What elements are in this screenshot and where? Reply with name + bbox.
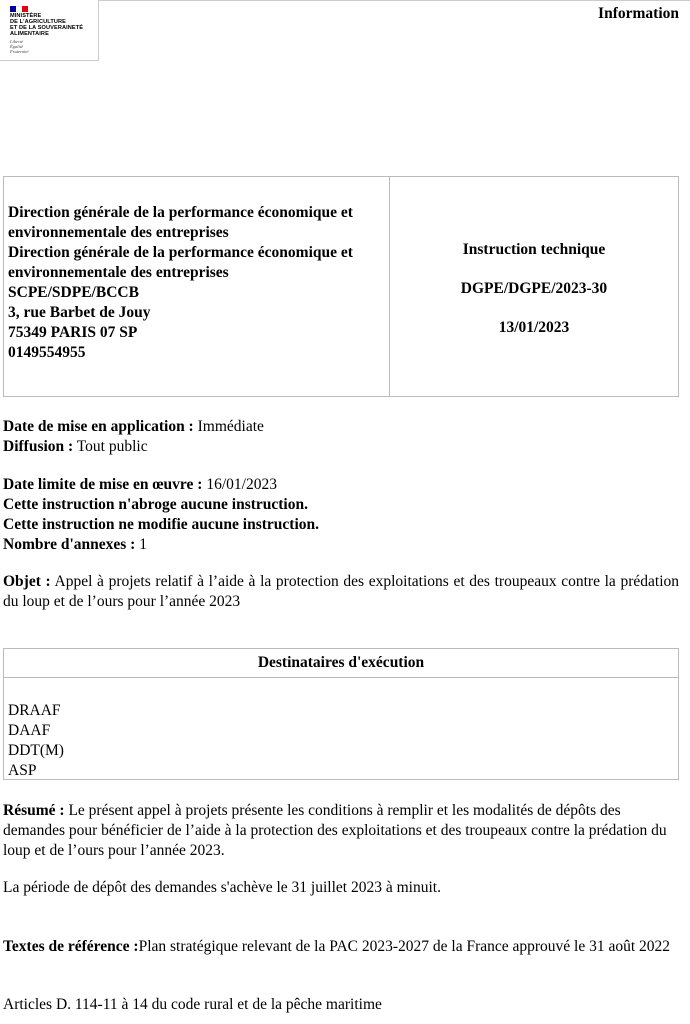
references-label: Textes de référence : xyxy=(3,938,139,955)
document-id-block xyxy=(390,177,678,396)
deadline-value: 16/01/2023 xyxy=(202,476,277,493)
application-date-value: Immédiate xyxy=(193,418,264,435)
republic-motto xyxy=(10,40,29,54)
application-block xyxy=(3,417,679,457)
motto-line: Fraternité xyxy=(10,48,29,54)
resume-text: Le présent appel à projets présente les conditions à remplir et les modalités de dépôts des demandes pour bénéficier de l’aide à la protection des exploitations et des troupeaux contre la prédation du loup et de l’ours pour l’année 2023. xyxy=(3,802,667,859)
doc-date: 13/01/2023 xyxy=(498,319,570,336)
sender-line: 3, rue Barbet de Jouy xyxy=(8,304,151,321)
flag-red xyxy=(22,6,28,12)
diffusion-label: Diffusion : xyxy=(3,438,74,455)
destinataires-list xyxy=(4,678,678,781)
resume xyxy=(3,801,679,861)
header-table xyxy=(3,176,679,397)
deadline-block xyxy=(3,475,679,555)
ministry-line: DE L'AGRICULTURE xyxy=(10,19,66,25)
ministry-line: MINISTÈRE xyxy=(10,13,42,19)
sender-line: 0149554955 xyxy=(8,344,86,361)
deadline-label: Date limite de mise en œuvre : xyxy=(3,476,203,493)
french-flag-icon xyxy=(10,6,28,12)
diffusion xyxy=(3,437,679,457)
sender-line: Direction générale de la performance économique et environnementale des entreprises xyxy=(8,244,353,281)
references-articles: Articles D. 114-11 à 14 du code rural et de la pêche maritime xyxy=(3,996,382,1013)
resume-period: La période de dépôt des demandes s'achève le 31 juillet 2023 à minuit. xyxy=(3,879,441,896)
annexes-label: Nombre d'annexes : xyxy=(3,536,136,553)
modifie-statement: Cette instruction ne modifie aucune instruction. xyxy=(3,516,320,533)
motto-line: Égalité xyxy=(10,43,23,49)
ministry-line: ALIMENTAIRE xyxy=(10,31,49,37)
list-item: ASP xyxy=(8,762,37,779)
application-date-label: Date de mise en application : xyxy=(3,418,194,435)
sender-line: 75349 PARIS 07 SP xyxy=(8,324,138,341)
objet-text: Appel à projets relatif à l’aide à la protection des exploitations et des troupeaux contre la prédation du loup et de l’ours pour l’année 2023 xyxy=(3,573,679,610)
doc-type: Instruction technique xyxy=(462,241,606,258)
destinataires-title: Destinataires d'exécution xyxy=(4,649,678,678)
ministry-name xyxy=(10,13,83,37)
list-item: DAAF xyxy=(8,722,51,739)
info-label: Information xyxy=(598,5,679,22)
list-item: DRAAF xyxy=(8,702,61,719)
ministry-logo xyxy=(0,0,99,61)
sender-block xyxy=(4,177,390,396)
annexes-value: 1 xyxy=(135,536,147,553)
sender-line: SCPE/SDPE/BCCB xyxy=(8,284,139,301)
references xyxy=(3,937,679,957)
doc-reference: DGPE/DGPE/2023-30 xyxy=(460,280,608,297)
deadline xyxy=(3,475,679,495)
references-text: Plan stratégique relevant de la PAC 2023-2027 de la France approuvé le 31 août 2022 xyxy=(138,938,671,955)
annexes-count xyxy=(3,535,679,555)
sender-line: Direction générale de la performance économique et environnementale des entreprises xyxy=(8,204,353,241)
objet xyxy=(3,572,679,612)
ministry-line: ET DE LA SOUVERAINETÉ xyxy=(10,25,84,31)
motto-line: Liberté xyxy=(10,39,23,44)
abroge-statement: Cette instruction n'abroge aucune instruction. xyxy=(3,496,308,513)
list-item: DDT(M) xyxy=(8,742,64,759)
destinataires-table xyxy=(3,648,679,780)
diffusion-value: Tout public xyxy=(73,438,148,455)
application-date xyxy=(3,417,679,437)
resume-label: Résumé : xyxy=(3,802,65,819)
objet-label: Objet : xyxy=(3,573,51,590)
